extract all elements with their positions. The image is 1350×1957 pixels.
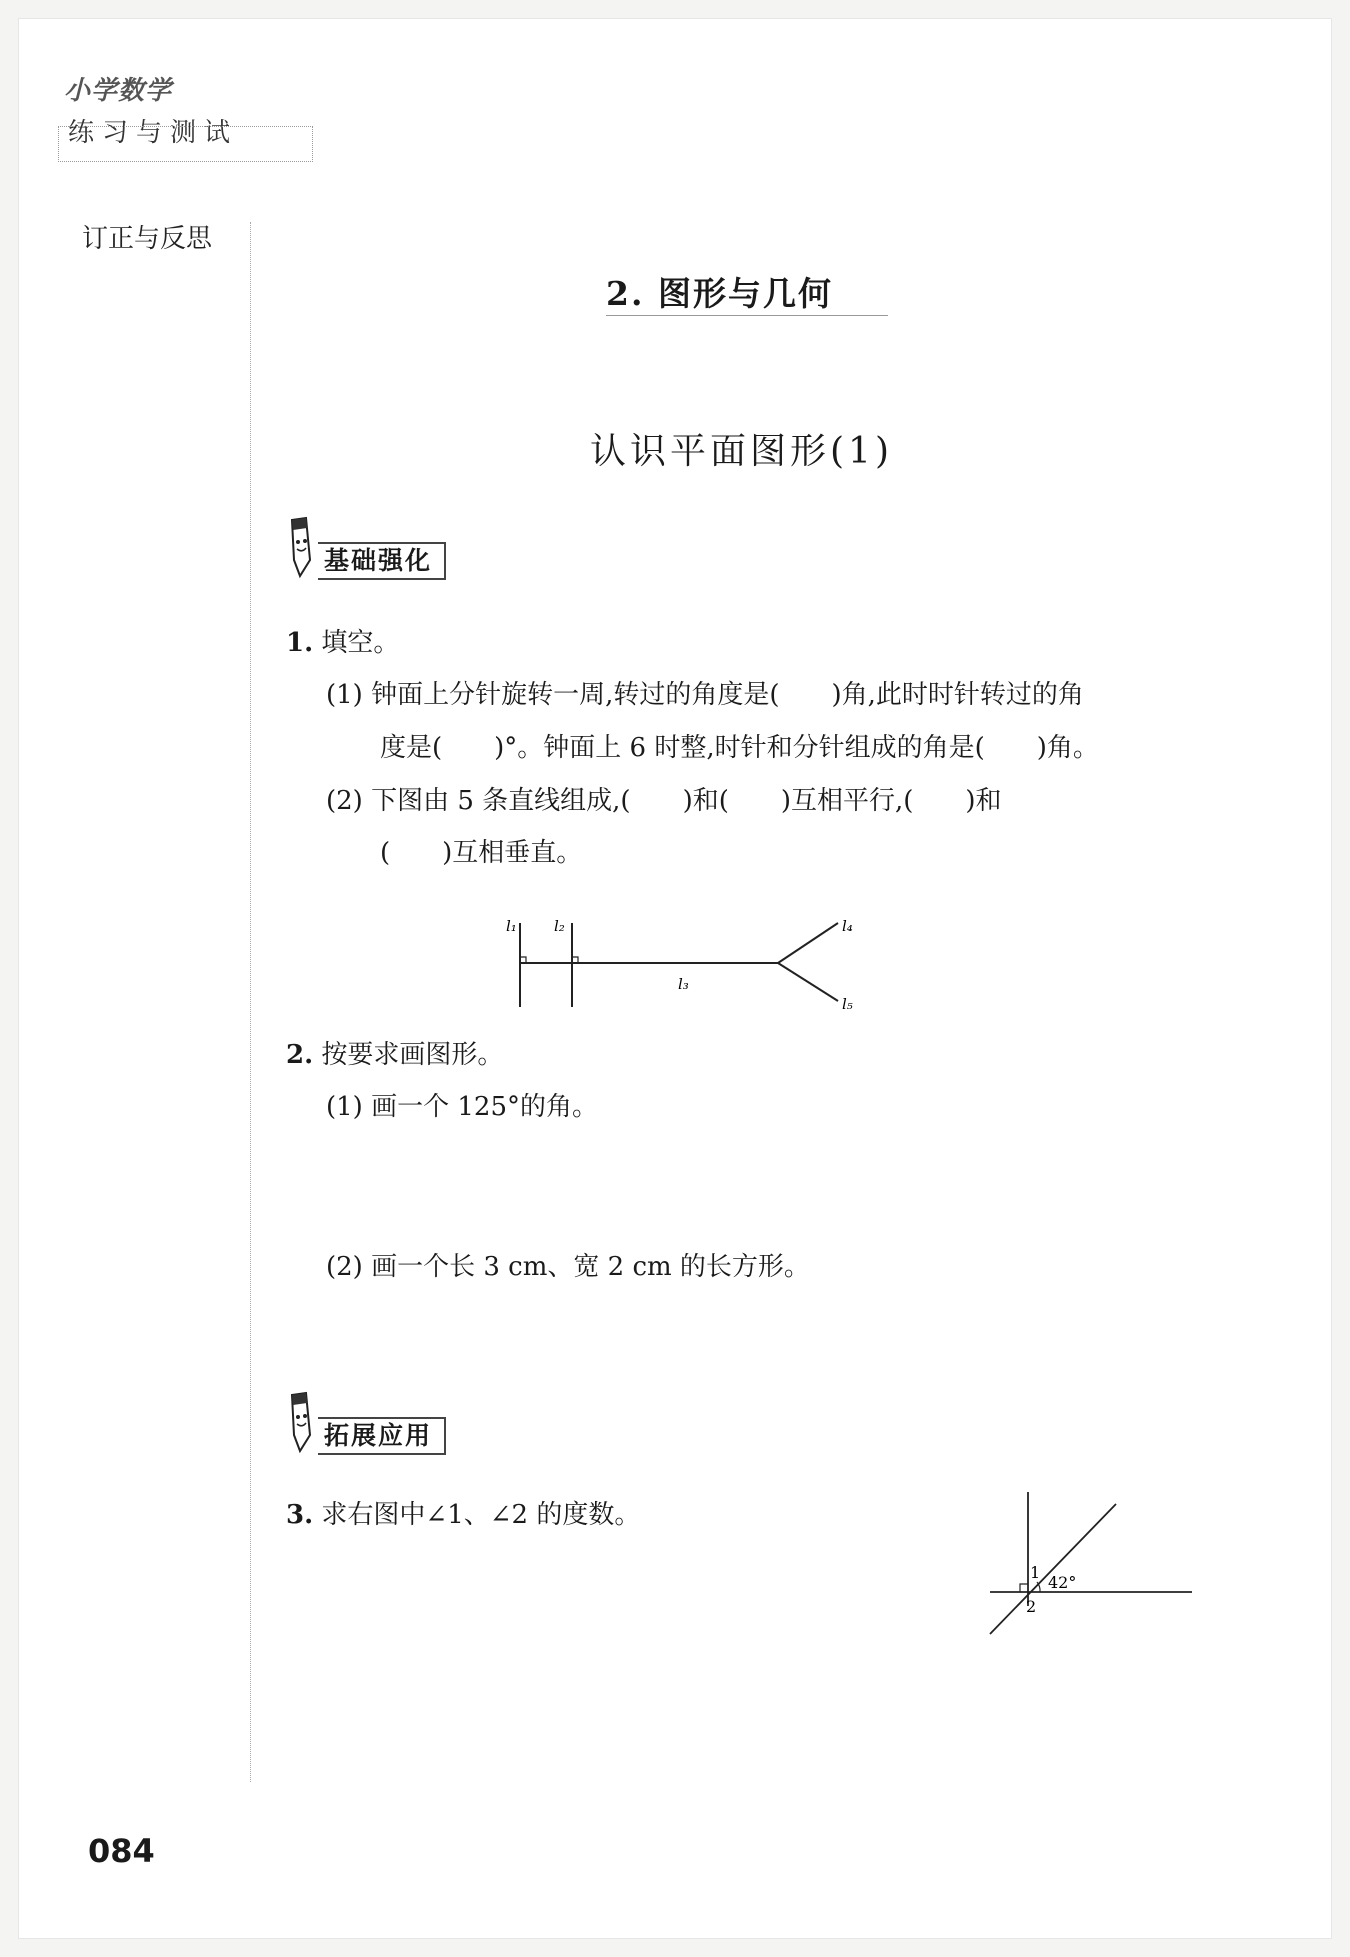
- book-title-box: [58, 126, 313, 162]
- section-underline: [606, 315, 888, 316]
- q1-title: 填空。: [321, 628, 400, 658]
- margin-divider: [250, 222, 251, 1782]
- margin-label: 订正与反思: [82, 224, 213, 254]
- q1-p2-line2: ( )互相垂直。: [380, 838, 583, 868]
- label-l5: l₅: [842, 995, 853, 1013]
- lesson-title: 认识平面图形(1): [590, 431, 893, 472]
- angle-2-label: 2: [1026, 1597, 1037, 1616]
- q2-number: 2.: [286, 1040, 314, 1070]
- q2-heading: [286, 1040, 503, 1071]
- label-l3: l₃: [678, 975, 689, 993]
- section-title: 2. 图形与几何: [606, 274, 833, 313]
- page-number: 084: [88, 1832, 155, 1870]
- book-subtitle: 练习与测试: [68, 118, 239, 148]
- line-l5: [778, 963, 838, 1001]
- pencil-icon: [284, 516, 316, 580]
- tag-basic: [284, 540, 446, 580]
- q2-title: 按要求画图形。: [321, 1040, 504, 1070]
- slanted-line: [990, 1504, 1116, 1634]
- label-l2: l₂: [554, 917, 565, 935]
- angle-1-label: 1: [1030, 1563, 1041, 1582]
- line-l4: [778, 923, 838, 963]
- q3-title: 求右图中∠1、∠2 的度数。: [321, 1500, 641, 1530]
- q1-p1-line1: (1) 钟面上分针旋转一周,转过的角度是( )角,此时时针转过的角: [326, 680, 1084, 710]
- angle-42-label: 42°: [1048, 1573, 1077, 1592]
- right-angle-mark: [1020, 1584, 1028, 1592]
- angle-figure: [980, 1488, 1200, 1638]
- tag-basic-label: 基础强化: [318, 542, 446, 580]
- pencil-icon: [284, 1391, 316, 1455]
- label-l4: l₄: [842, 917, 853, 935]
- q1-heading: [286, 628, 399, 659]
- five-lines-figure: [490, 905, 870, 1025]
- q1-p2-line1: (2) 下图由 5 条直线组成,( )和( )互相平行,( )和: [326, 786, 1002, 816]
- q3-number: 3.: [286, 1500, 314, 1530]
- q2-p2: (2) 画一个长 3 cm、宽 2 cm 的长方形。: [326, 1252, 810, 1282]
- q1-number: 1.: [286, 628, 314, 658]
- label-l1: l₁: [506, 917, 517, 935]
- tag-extend: [284, 1415, 446, 1455]
- book-series-title: 小学数学: [64, 76, 173, 106]
- q3-heading: [286, 1500, 640, 1531]
- q2-p1: (1) 画一个 125°的角。: [326, 1092, 598, 1122]
- tag-extend-label: 拓展应用: [318, 1417, 446, 1455]
- q1-p1-line2: 度是( )°。钟面上 6 时整,时针和分针组成的角是( )角。: [380, 733, 1099, 763]
